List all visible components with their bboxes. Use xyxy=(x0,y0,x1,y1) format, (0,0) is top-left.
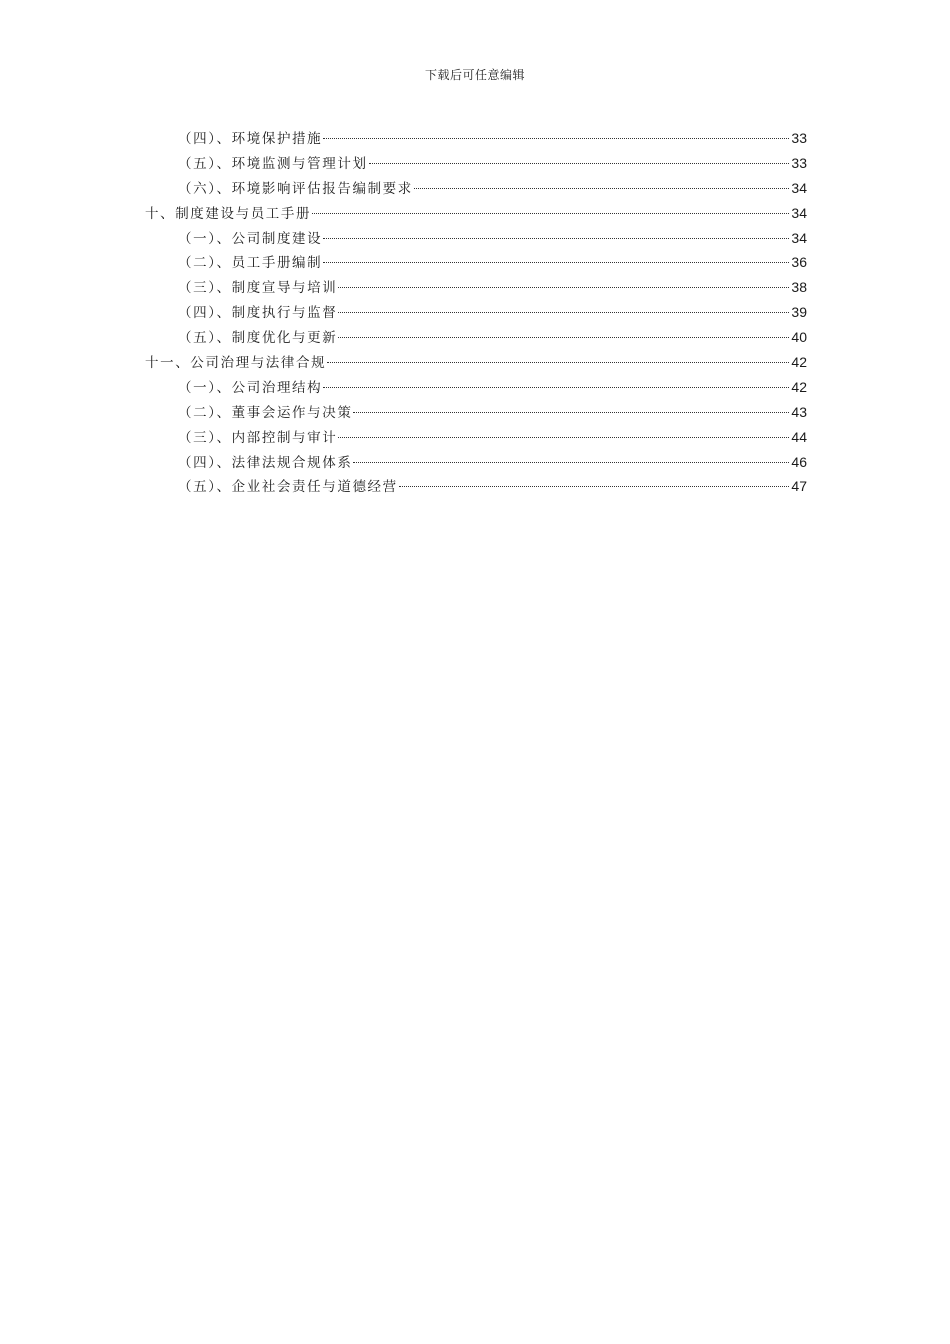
toc-dot-leader xyxy=(323,138,789,139)
toc-page-number: 47 xyxy=(791,478,807,495)
toc-dot-leader xyxy=(312,213,789,214)
toc-dot-leader xyxy=(414,188,790,189)
toc-entry-title: 十、制度建设与员工手册 xyxy=(145,205,312,222)
toc-entry-title: （三）、内部控制与审计 xyxy=(178,429,338,446)
toc-dot-leader xyxy=(369,163,790,164)
toc-dot-leader xyxy=(338,312,789,313)
toc-page-number: 33 xyxy=(791,130,807,146)
toc-dot-leader xyxy=(323,238,789,239)
toc-page-number: 39 xyxy=(791,304,807,321)
toc-entry-title: 十一、公司治理与法律合规 xyxy=(145,355,327,372)
toc-page-number: 46 xyxy=(791,453,807,470)
toc-page-number: 44 xyxy=(791,428,807,445)
toc-entry[interactable] xyxy=(145,300,807,325)
toc-page-number: 43 xyxy=(791,403,807,420)
toc-page-number: 33 xyxy=(791,154,807,171)
toc-dot-leader xyxy=(338,287,789,288)
toc-entry-title: （四）、制度执行与监督 xyxy=(178,305,338,322)
toc-entry[interactable] xyxy=(145,226,807,251)
toc-entry-title: （二）、董事会运作与决策 xyxy=(178,404,353,421)
toc-entry[interactable] xyxy=(145,176,807,201)
toc-entry[interactable] xyxy=(145,425,807,450)
toc-entry[interactable] xyxy=(145,250,807,275)
toc-page-number: 42 xyxy=(791,354,807,371)
toc-entry[interactable] xyxy=(145,400,807,425)
toc-entry-title: （一）、公司制度建设 xyxy=(178,230,323,247)
toc-entry-title: （一）、公司治理结构 xyxy=(178,379,323,396)
toc-entry[interactable] xyxy=(145,474,807,499)
toc-dot-leader xyxy=(353,462,789,463)
toc-dot-leader xyxy=(338,437,789,438)
toc-page-number: 36 xyxy=(791,254,807,271)
toc-entry-title: （五）、制度优化与更新 xyxy=(178,330,338,347)
toc-entry[interactable] xyxy=(145,350,807,375)
toc-page-number: 34 xyxy=(791,229,807,246)
toc-page-number: 34 xyxy=(791,179,807,196)
toc-entry[interactable] xyxy=(145,201,807,226)
toc-entry-title: （五）、企业社会责任与道德经营 xyxy=(178,479,398,496)
toc-entry[interactable] xyxy=(145,450,807,475)
table-of-contents xyxy=(145,126,807,499)
toc-entry[interactable] xyxy=(145,151,807,176)
toc-page-number: 40 xyxy=(791,329,807,346)
page-header: 下载后可任意编辑 xyxy=(424,68,525,82)
toc-dot-leader xyxy=(353,412,789,413)
toc-entry[interactable] xyxy=(145,325,807,350)
toc-dot-leader xyxy=(323,262,789,263)
toc-dot-leader xyxy=(323,387,789,388)
toc-entry[interactable] xyxy=(145,275,807,300)
toc-entry-title: （六）、环境影响评估报告编制要求 xyxy=(178,180,413,197)
toc-entry-title: （四）、法律法规合规体系 xyxy=(178,454,353,471)
toc-entry-title: （四）、环境保护措施 xyxy=(178,131,323,147)
toc-page-number: 34 xyxy=(791,204,807,221)
toc-dot-leader xyxy=(399,486,790,487)
toc-page-number: 38 xyxy=(791,279,807,296)
toc-entry[interactable] xyxy=(145,375,807,400)
toc-dot-leader xyxy=(327,362,789,363)
toc-entry-title: （三）、制度宣导与培训 xyxy=(178,280,338,297)
toc-entry-title: （五）、环境监测与管理计划 xyxy=(178,155,368,172)
toc-entry-title: （二）、员工手册编制 xyxy=(178,255,323,272)
toc-page-number: 42 xyxy=(791,378,807,395)
toc-entry[interactable] xyxy=(145,126,807,151)
toc-dot-leader xyxy=(338,337,789,338)
